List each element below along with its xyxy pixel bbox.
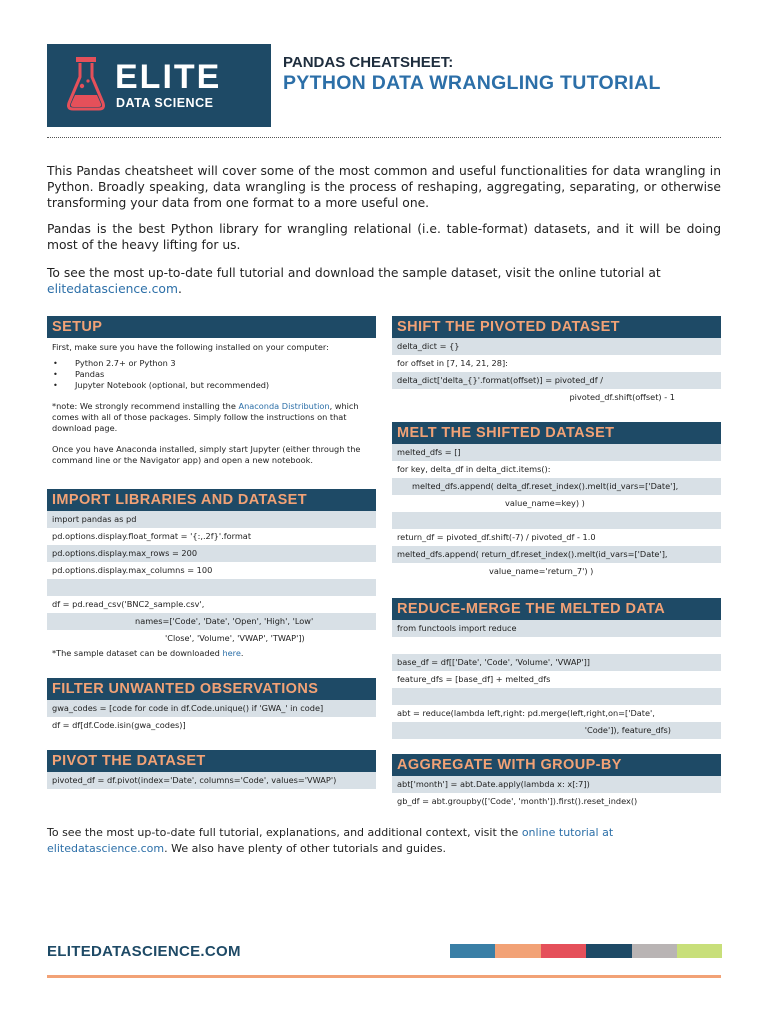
- logo-wordmark: ELITE: [115, 58, 222, 96]
- section-setup: [47, 316, 376, 466]
- setup-note: [47, 391, 376, 434]
- color-swatch: [677, 944, 722, 958]
- code-line: melted_dfs.append( delta_df.reset_index().melt(id_vars=['Date'],: [392, 478, 721, 495]
- code-line: pd.options.display.max_rows = 200: [47, 545, 376, 562]
- intro-paragraph-1: This Pandas cheatsheet will cover some of the most common and useful functionalities for data wrangling in Python. Broadly speaking, data wrangling is the process of reshaping, aggregating, separating, or otherwise transforming your data from one format to a more useful one.: [47, 164, 721, 210]
- footer-note-text: To see the most up-to-date full tutorial, explanations, and additional context, visit the: [47, 826, 522, 839]
- elitedatascience-link[interactable]: elitedatascience.com: [47, 282, 178, 296]
- section-melt: [392, 422, 721, 580]
- code-line: gwa_codes = [code for code in df.Code.unique() if 'GWA_' in code]: [47, 700, 376, 717]
- color-swatch: [632, 944, 677, 958]
- code-line: melted_dfs = []: [392, 444, 721, 461]
- code-line-blank: [392, 512, 721, 529]
- code-line: abt = reduce(lambda left,right: pd.merge(left,right,on=['Date',: [397, 708, 655, 718]
- code-line: delta_dict['delta_{}'.format(offset)] = pivoted_df /: [392, 372, 721, 389]
- section-title: PIVOT THE DATASET: [47, 750, 376, 772]
- code-line: pd.options.display.max_columns = 100: [52, 565, 213, 575]
- section-title: REDUCE-MERGE THE MELTED DATA: [392, 598, 721, 620]
- code-line: names=['Code', 'Date', 'Open', 'High', 'Low': [47, 613, 376, 630]
- header-divider: [47, 137, 721, 138]
- code-line: df = pd.read_csv('BNC2_sample.csv',: [52, 599, 205, 609]
- section-title: IMPORT LIBRARIES AND DATASET: [47, 489, 376, 511]
- section-title: MELT THE SHIFTED DATASET: [392, 422, 721, 444]
- footer-rule: [47, 975, 721, 978]
- setup-note-text: *note: We strongly recommend installing the: [52, 401, 239, 411]
- intro-paragraph-3: [47, 265, 721, 297]
- section-reduce: [392, 598, 721, 739]
- color-swatch-strip: [450, 944, 722, 958]
- code-line: df = df[df.Code.isin(gwa_codes)]: [52, 720, 186, 730]
- section-import: [47, 489, 376, 659]
- code-line: value_name='return_7') ): [489, 566, 594, 576]
- section-title: SETUP: [47, 316, 376, 338]
- color-swatch: [586, 944, 631, 958]
- code-line: for key, delta_df in delta_dict.items():: [397, 464, 551, 474]
- section-aggregate: [392, 754, 721, 810]
- flask-icon: [66, 57, 106, 113]
- logo-subtitle: DATA SCIENCE: [116, 96, 214, 110]
- footer-note: [47, 825, 737, 857]
- code-line: pivoted_df.shift(offset) - 1: [569, 392, 675, 402]
- import-note: [47, 647, 376, 659]
- code-line: value_name=key) ): [505, 498, 585, 508]
- brand-logo: [47, 44, 271, 127]
- section-title: AGGREGATE WITH GROUP-BY: [392, 754, 721, 776]
- code-line: import pandas as pd: [47, 511, 376, 528]
- color-swatch: [541, 944, 586, 958]
- intro-paragraph-2: Pandas is the best Python library for wrangling relational (i.e. table-format) datasets, and it will be doing most of the heavy lifting for us.: [47, 222, 721, 252]
- setup-note-text-end: , which comes with all of those packages. Simply follow the instructions on that download page.: [52, 401, 359, 433]
- footer-note-end: . We also have plenty of other tutorials and guides.: [164, 842, 446, 855]
- code-line: feature_dfs = [base_df] + melted_dfs: [397, 674, 551, 684]
- section-title: SHIFT THE PIVOTED DATASET: [392, 316, 721, 338]
- page-kicker: PANDAS CHEATSHEET:: [283, 54, 454, 71]
- code-line: for offset in [7, 14, 21, 28]:: [397, 358, 508, 368]
- code-line: return_df = pivoted_df.shift(-7) / pivoted_df - 1.0: [397, 532, 596, 542]
- code-line: melted_dfs.append( return_df.reset_index().melt(id_vars=['Date'],: [392, 546, 721, 563]
- list-item: • Python 2.7+ or Python 3: [47, 358, 376, 369]
- setup-lead: First, make sure you have the following installed on your computer:: [52, 342, 329, 352]
- section-shift: [392, 316, 721, 406]
- color-swatch: [495, 944, 540, 958]
- import-note-end: .: [240, 648, 244, 658]
- code-line-blank: [392, 688, 721, 705]
- dataset-download-link[interactable]: here: [222, 648, 241, 658]
- code-line: base_df = df[['Date', 'Code', 'Volume', 'VWAP']]: [392, 654, 721, 671]
- intro-paragraph-3-text: To see the most up-to-date full tutorial and download the sample dataset, visit the online tutorial at: [47, 266, 661, 280]
- code-line: pd.options.display.float_format = '{:,.2f}'.format: [52, 531, 252, 541]
- page-title: PYTHON DATA WRANGLING TUTORIAL: [283, 72, 661, 94]
- section-title: FILTER UNWANTED OBSERVATIONS: [47, 678, 376, 700]
- online-tutorial-link[interactable]: online tutorial at elitedatascience.com: [47, 826, 614, 855]
- section-pivot: [47, 750, 376, 789]
- code-line-blank: [392, 637, 721, 654]
- footer-site-name[interactable]: ELITEDATASCIENCE.COM: [47, 943, 241, 960]
- code-line: pivoted_df = df.pivot(index='Date', columns='Code', values='VWAP'): [47, 772, 376, 789]
- list-item: • Pandas: [47, 369, 376, 380]
- anaconda-link[interactable]: Anaconda Distribution: [238, 401, 330, 411]
- code-line-blank: [47, 579, 376, 596]
- setup-note-2: Once you have Anaconda installed, simply start Jupyter (either through the command line or the Navigator app) and open a new notebook.: [52, 444, 361, 465]
- intro-period: .: [177, 282, 182, 296]
- code-line: from functools import reduce: [392, 620, 721, 637]
- code-line: gb_df = abt.groupby(['Code', 'month']).first().reset_index(): [397, 796, 638, 806]
- setup-requirements-list: [47, 358, 376, 391]
- color-swatch: [450, 944, 495, 958]
- code-line: 'Code']), feature_dfs): [392, 722, 721, 739]
- code-line: abt['month'] = abt.Date.apply(lambda x: x[:7]): [392, 776, 721, 793]
- section-filter: [47, 678, 376, 734]
- code-line: delta_dict = {}: [392, 338, 721, 355]
- import-note-text: *The sample dataset can be downloaded: [52, 648, 223, 658]
- code-line: 'Close', 'Volume', 'VWAP', 'TWAP']): [165, 633, 305, 643]
- list-item: • Jupyter Notebook (optional, but recommended): [47, 380, 376, 391]
